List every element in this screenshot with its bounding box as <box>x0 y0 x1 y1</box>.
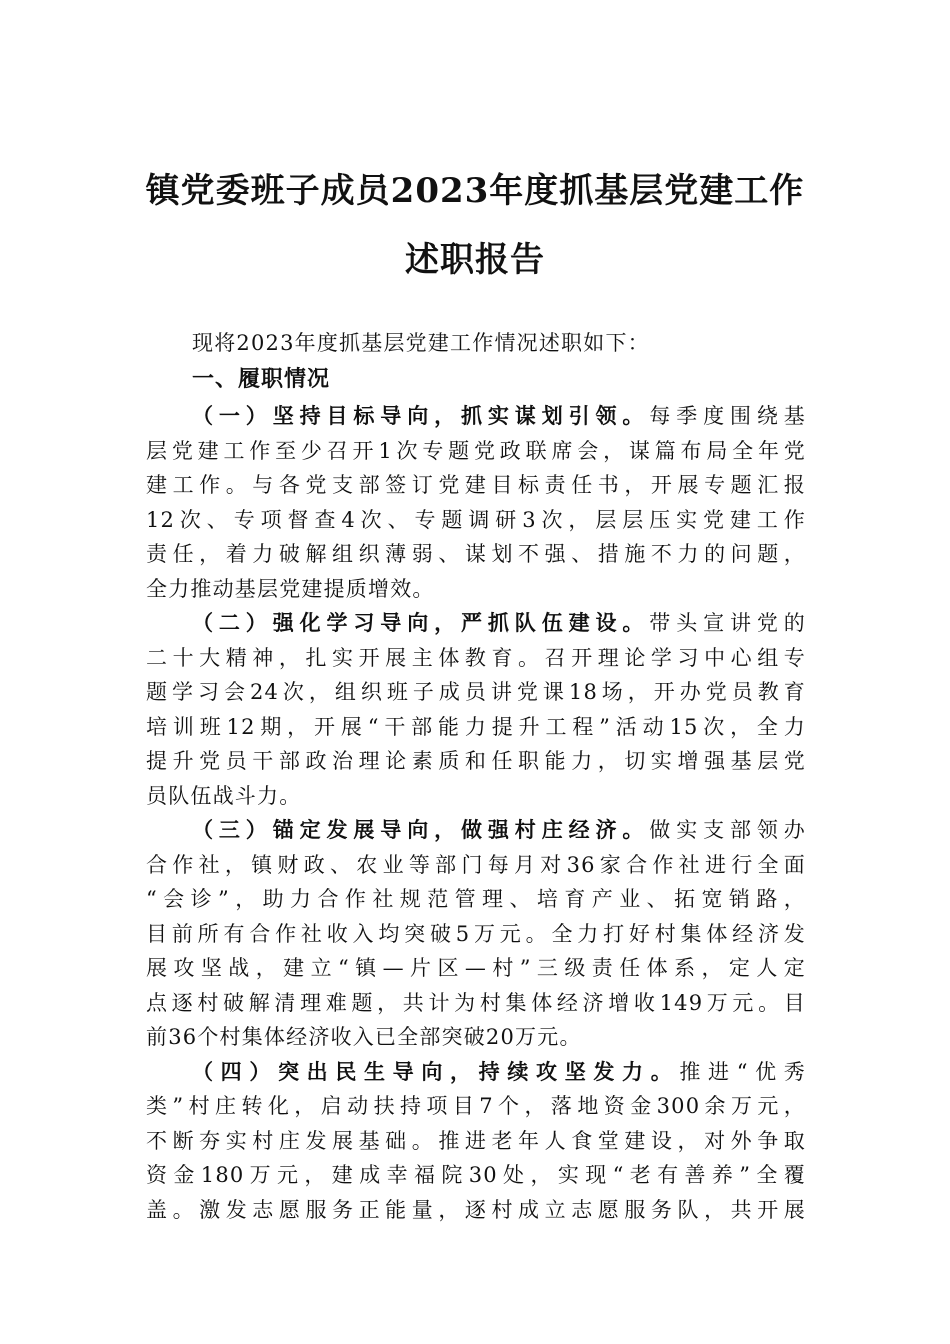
paragraph-4-line-2: 类”村庄转化，启动扶持项目7个，落地资金300余万元， <box>146 1094 806 1118</box>
section-heading-1: 一、履职情况 <box>192 367 331 392</box>
paragraph-1-text: 每季度围绕基 <box>649 404 806 428</box>
paragraph-3-line-7: 前36个村集体经济收入已全部突破20万元。 <box>146 1025 582 1049</box>
paragraph-1-line-4: 12次、专项督查4次、专题调研3次，层层压实党建工作 <box>146 508 806 532</box>
paragraph-3-line-1 <box>192 815 806 845</box>
paragraph-1-line-1 <box>192 401 806 431</box>
paragraph-1-line-5: 责任，着力破解组织薄弱、谋划不强、措施不力的问题， <box>146 542 806 566</box>
document-title-line-1: 镇党委班子成员2023年度抓基层党建工作 <box>145 171 805 211</box>
paragraph-3-line-6: 点逐村破解清理难题，共计为村集体经济增收149万元。目 <box>146 991 806 1015</box>
paragraph-4-line-3: 不断夯实村庄发展基础。推进老年人食堂建设，对外争取 <box>146 1129 806 1153</box>
paragraph-2-line-6: 员队伍战斗力。 <box>146 784 302 808</box>
paragraph-2-line-5: 提升党员干部政治理论素质和任职能力，切实增强基层党 <box>146 749 806 773</box>
paragraph-4-lead: （四）突出民生导向，持续攻坚发力。 <box>192 1059 680 1084</box>
paragraph-3-lead: （三）锚定发展导向，做强村庄经济。 <box>192 817 650 842</box>
paragraph-2-lead: （二）强化学习导向，严抓队伍建设。 <box>192 610 650 635</box>
paragraph-2-text: 带头宣讲党的 <box>649 611 806 635</box>
paragraph-1-lead: （一）坚持目标导向，抓实谋划引领。 <box>192 403 650 428</box>
paragraph-2-line-3: 题学习会24次，组织班子成员讲党课18场，开办党员教育 <box>146 680 806 704</box>
intro-paragraph: 现将2023年度抓基层党建工作情况述职如下： <box>192 331 650 355</box>
document-title-line-2: 述职报告 <box>405 240 545 280</box>
paragraph-4-text: 推进“优秀 <box>679 1060 806 1084</box>
paragraph-4-line-4: 资金180万元，建成幸福院30处，实现“老有善养”全覆 <box>146 1163 806 1187</box>
paragraph-1-line-6: 全力推动基层党建提质增效。 <box>146 577 435 601</box>
paragraph-2-line-2: 二十大精神，扎实开展主体教育。召开理论学习中心组专 <box>146 646 806 670</box>
paragraph-3-line-3: “会诊”，助力合作社规范管理、培育产业、拓宽销路， <box>146 887 806 911</box>
paragraph-3-text: 做实支部领办 <box>649 818 806 842</box>
paragraph-3-line-4: 目前所有合作社收入均突破5万元。全力打好村集体经济发 <box>146 922 806 946</box>
paragraph-3-line-2: 合作社，镇财政、农业等部门每月对36家合作社进行全面 <box>146 853 806 877</box>
paragraph-1-line-3: 建工作。与各党支部签订党建目标责任书，开展专题汇报 <box>146 473 806 497</box>
paragraph-1-line-2: 层党建工作至少召开1次专题党政联席会，谋篇布局全年党 <box>146 439 806 463</box>
paragraph-4-line-5: 盖。激发志愿服务正能量，逐村成立志愿服务队，共开展 <box>146 1198 806 1222</box>
paragraph-3-line-5: 展攻坚战，建立“镇—片区—村”三级责任体系，定人定 <box>146 956 806 980</box>
paragraph-2-line-1 <box>192 608 806 638</box>
paragraph-4-line-1 <box>192 1057 806 1087</box>
paragraph-2-line-4: 培训班12期，开展“干部能力提升工程”活动15次，全力 <box>146 715 806 739</box>
